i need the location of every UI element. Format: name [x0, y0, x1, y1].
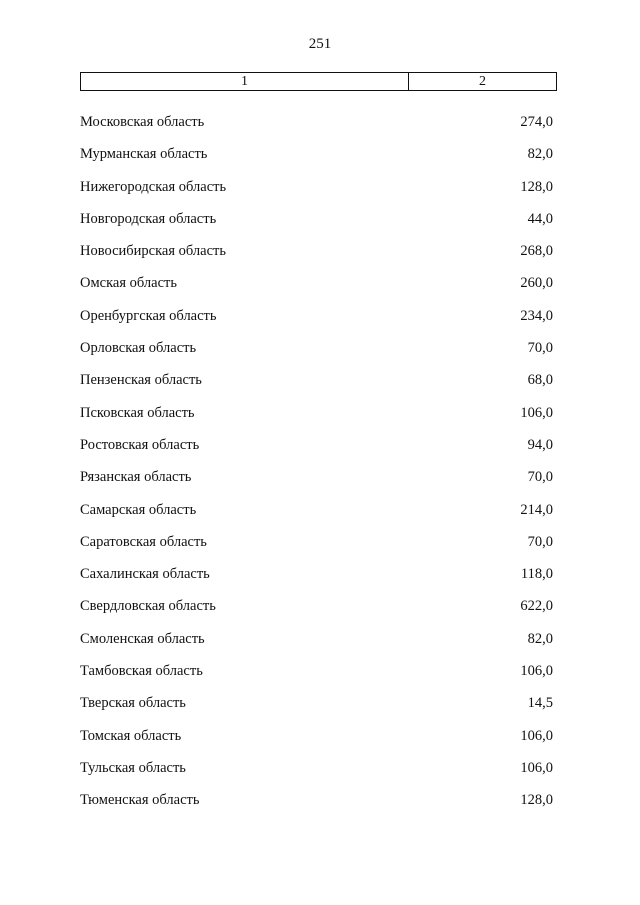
region-name: Псковская область [80, 404, 195, 421]
region-value: 106,0 [520, 404, 553, 421]
table-row [80, 402, 553, 434]
table-row [80, 272, 553, 304]
region-value: 70,0 [527, 469, 553, 486]
table-row [80, 240, 553, 272]
region-name: Томская область [80, 727, 182, 744]
region-value: 268,0 [520, 243, 553, 260]
region-name: Омская область [80, 275, 177, 292]
region-name: Мурманская область [80, 146, 208, 163]
table-row [80, 789, 553, 821]
region-value: 128,0 [520, 792, 553, 809]
region-name: Нижегородская область [80, 178, 227, 195]
region-name: Ростовская область [80, 436, 200, 453]
region-value: 70,0 [527, 533, 553, 550]
region-value: 94,0 [527, 436, 553, 453]
column-header-1: 1 [81, 73, 409, 90]
region-name: Новосибирская область [80, 243, 226, 260]
region-name: Орловская область [80, 340, 197, 357]
table-row [80, 176, 553, 208]
region-name: Тюменская область [80, 792, 200, 809]
table-row [80, 434, 553, 466]
table-header [80, 72, 557, 91]
table-row [80, 143, 553, 175]
table-row [80, 595, 553, 627]
table-row [80, 499, 553, 531]
table-row [80, 531, 553, 563]
table-row [80, 369, 553, 401]
table-row [80, 563, 553, 595]
region-value: 128,0 [520, 178, 553, 195]
table-row [80, 111, 553, 143]
region-value: 68,0 [527, 372, 553, 389]
region-value: 106,0 [520, 759, 553, 776]
region-value: 118,0 [520, 566, 553, 583]
region-name: Тамбовская область [80, 663, 203, 680]
region-name: Московская область [80, 114, 205, 130]
region-value: 622,0 [520, 598, 553, 615]
region-name: Свердловская область [80, 598, 216, 615]
region-name: Оренбургская область [80, 307, 217, 324]
region-value: 234,0 [520, 307, 553, 324]
region-value: 106,0 [520, 663, 553, 680]
region-name: Новгородская область [80, 210, 217, 227]
region-value: 106,0 [520, 727, 553, 744]
region-name: Пензенская область [80, 372, 202, 389]
region-name: Тверская область [80, 695, 186, 712]
region-value: 82,0 [527, 146, 553, 163]
page-number: 251 [308, 36, 332, 52]
table-row [80, 692, 553, 724]
region-name: Смоленская область [80, 630, 205, 647]
table-row [80, 725, 553, 757]
region-name: Тульская область [80, 759, 186, 776]
table-row [80, 337, 553, 369]
region-name: Сахалинская область [80, 566, 210, 583]
table-row [80, 208, 553, 240]
region-value: 260,0 [520, 275, 553, 292]
table-row [80, 466, 553, 498]
region-name: Рязанская область [80, 469, 192, 486]
region-value: 14,5 [527, 695, 553, 712]
table-row [80, 305, 553, 337]
table-row [80, 757, 553, 789]
column-header-2: 2 [479, 74, 486, 89]
table-body [80, 111, 553, 822]
table-row [80, 660, 553, 692]
region-value: 274,0 [520, 114, 553, 130]
table-row [80, 628, 553, 660]
region-value: 70,0 [527, 340, 553, 357]
region-value: 82,0 [527, 630, 553, 647]
region-value: 214,0 [520, 501, 553, 518]
region-name: Саратовская область [80, 533, 207, 550]
region-name: Самарская область [80, 501, 197, 518]
region-value: 44,0 [527, 210, 553, 227]
